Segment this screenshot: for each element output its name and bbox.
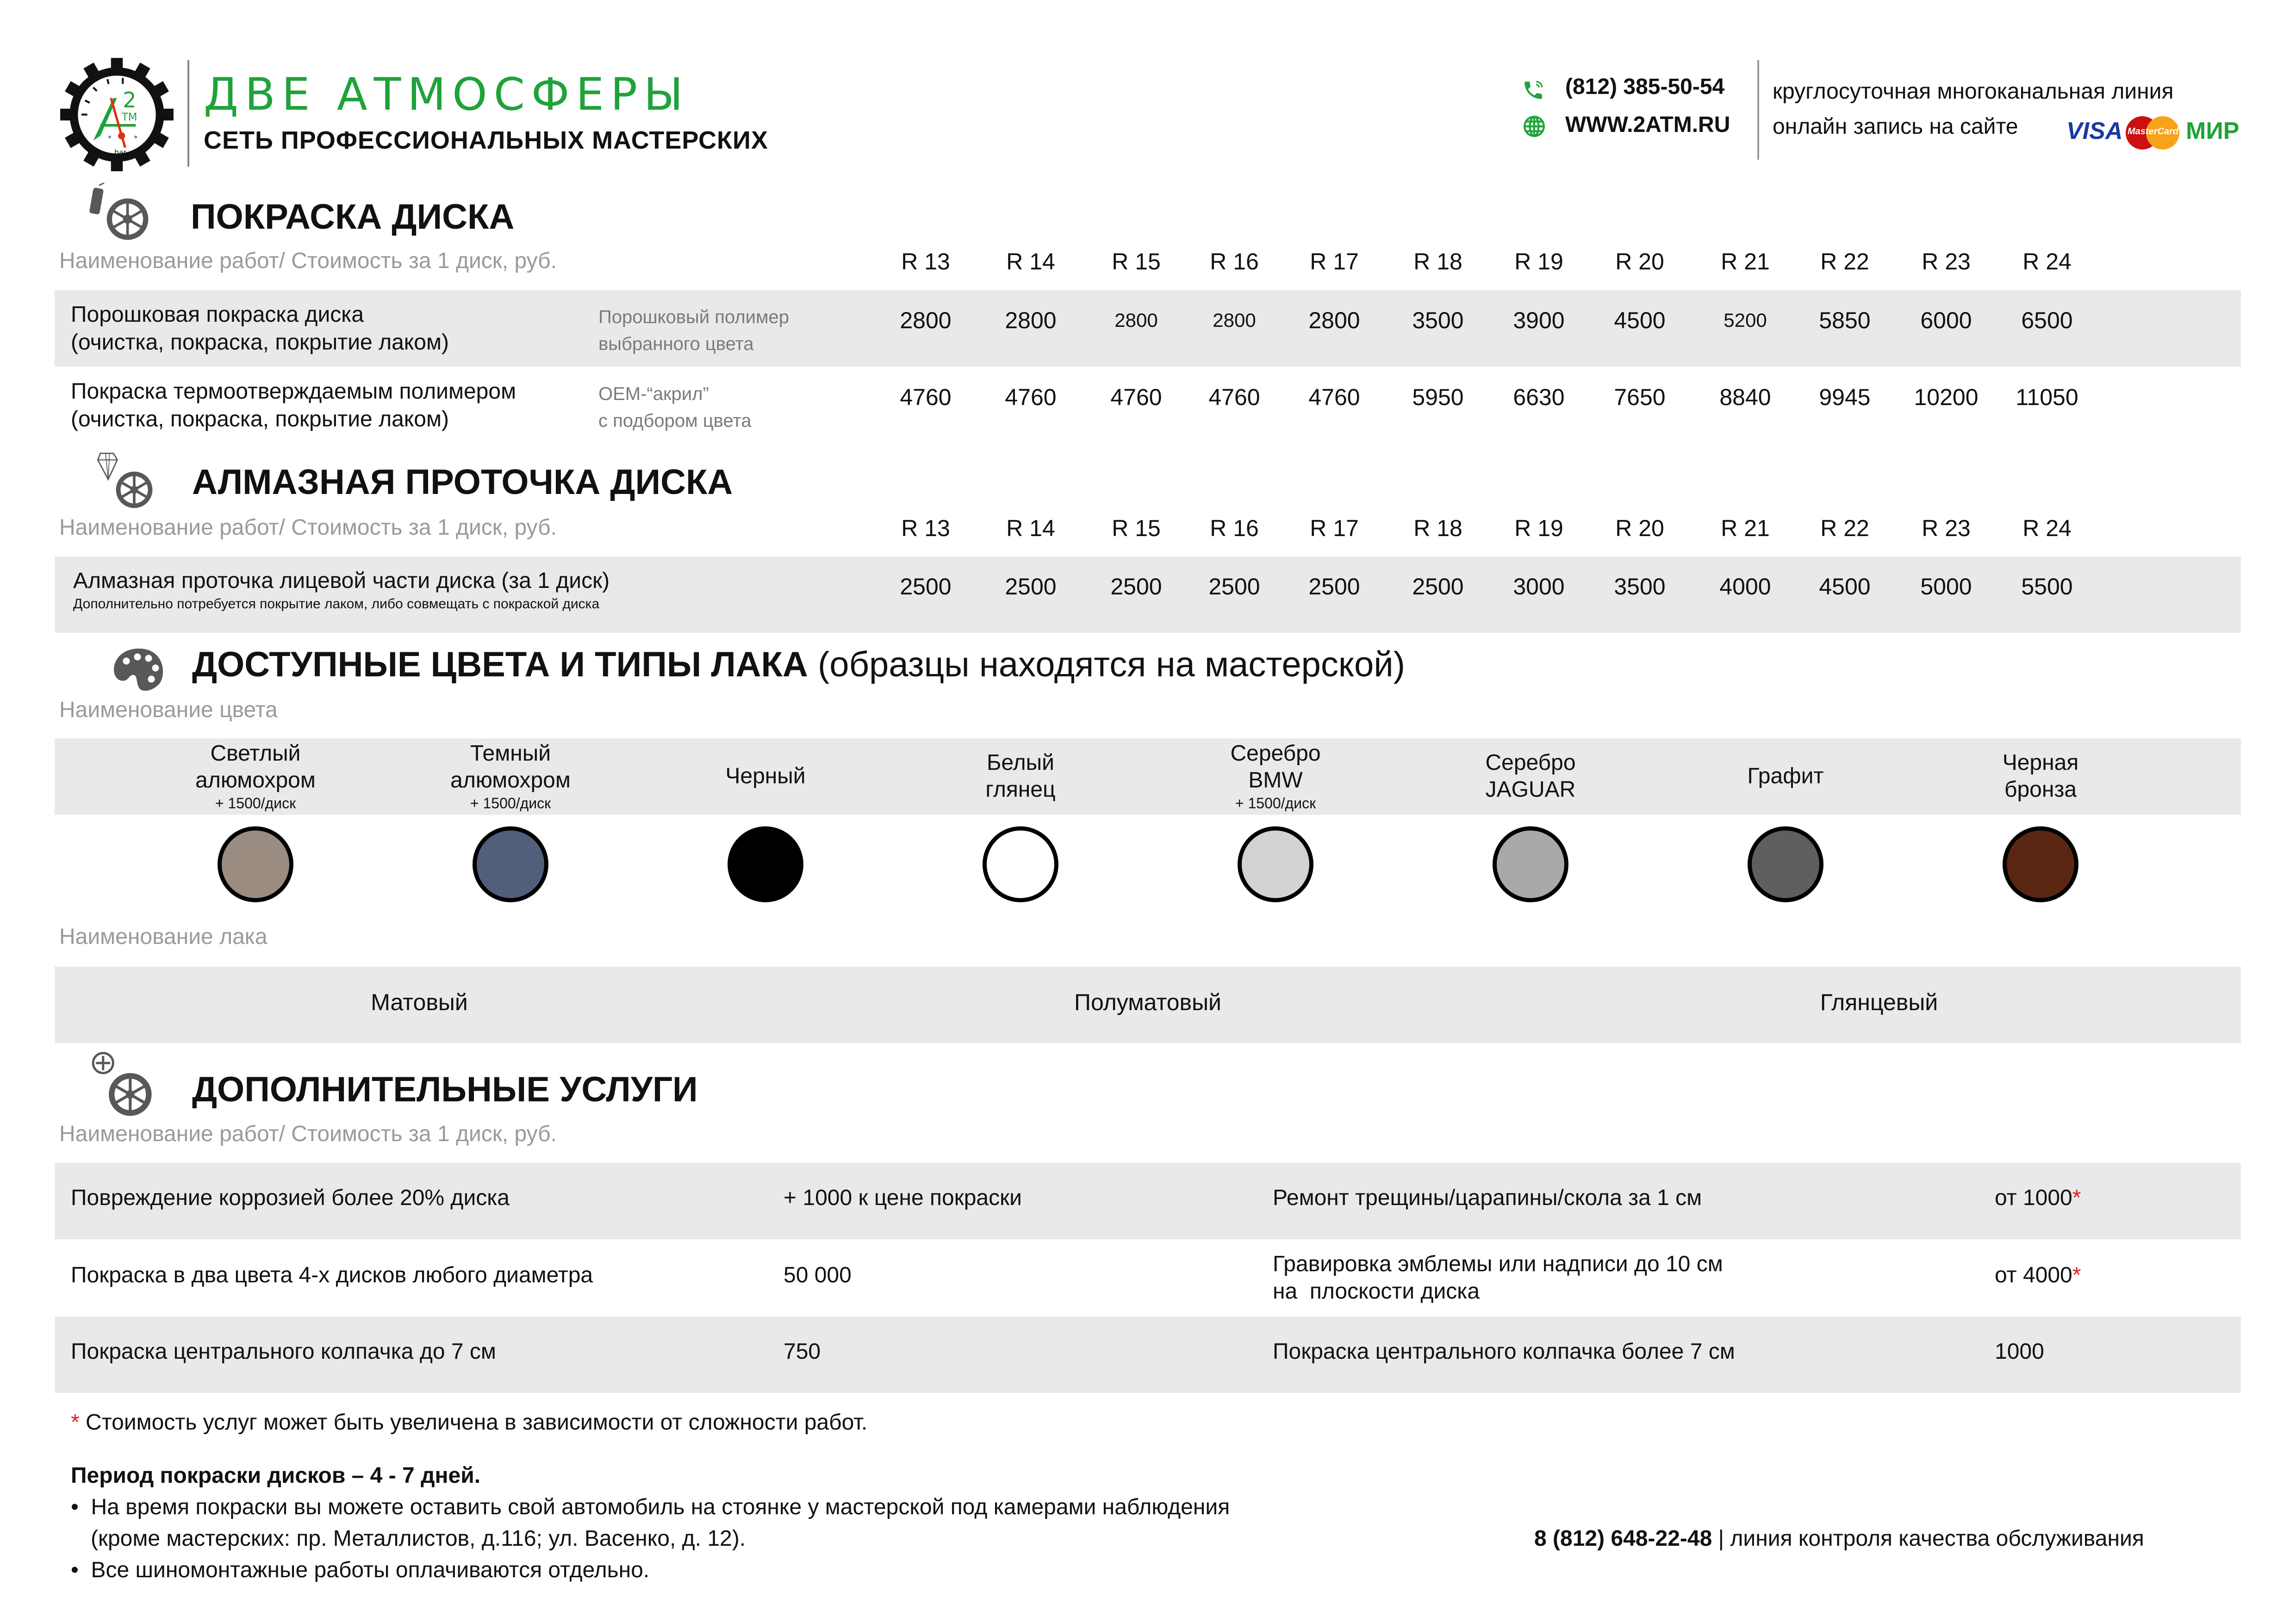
size-header: R 16 bbox=[1210, 249, 1259, 275]
lacquer-matte: Матовый bbox=[371, 989, 468, 1015]
row-name-detail: (очистка, покраска, покрытие лаком) bbox=[71, 407, 449, 431]
extra-service-name: Покраска центрального колпачка более 7 см bbox=[1273, 1339, 1735, 1364]
size-header: R 13 bbox=[901, 515, 950, 541]
color-names-band bbox=[55, 738, 2241, 815]
svg-text:2: 2 bbox=[123, 87, 137, 113]
brand-name: ДВЕ АТМОСФЕРЫ bbox=[204, 69, 690, 120]
size-header: R 20 bbox=[1615, 515, 1664, 541]
row-subnote: Дополнительно потребуется покрытие лаком, либо совмещать с покраской диска bbox=[73, 596, 600, 612]
color-swatch bbox=[728, 826, 803, 902]
color-swatch bbox=[1748, 826, 1823, 902]
price-cell: 2500 bbox=[1308, 574, 1360, 600]
price-cell: 4500 bbox=[1614, 307, 1666, 333]
row-name: Порошковая покраска диска bbox=[71, 302, 364, 327]
extra-service-price: 750 bbox=[784, 1339, 821, 1364]
color-swatch bbox=[218, 826, 293, 902]
section-title-colors-bold: ДОСТУПНЫЕ ЦВЕТА И ТИПЫ ЛАКА bbox=[192, 645, 808, 684]
price-cell: 2500 bbox=[1005, 574, 1057, 600]
section-title-diamond: АЛМАЗНАЯ ПРОТОЧКА ДИСКА bbox=[192, 462, 733, 502]
spray-wheel-icon bbox=[86, 183, 164, 248]
plus-wheel-icon bbox=[90, 1049, 176, 1120]
extra-service-price: 1000 bbox=[1995, 1339, 2044, 1364]
column-header-painting: Наименование работ/ Стоимость за 1 диск, руб. bbox=[59, 249, 557, 273]
mir-logo: МИР bbox=[2186, 118, 2240, 144]
payment-logos bbox=[2066, 113, 2242, 155]
footnote-asterisk: * bbox=[71, 1410, 80, 1435]
size-header: R 15 bbox=[1112, 515, 1161, 541]
extra-service-name: Покраска центрального колпачка до 7 см bbox=[71, 1339, 496, 1364]
size-header: R 14 bbox=[1006, 515, 1055, 541]
color-surcharge: + 1500/диск bbox=[1235, 794, 1316, 812]
lacquer-name-header: Наименование лака bbox=[59, 924, 268, 949]
gauge-gear-logo-icon bbox=[58, 56, 176, 174]
size-header: R 14 bbox=[1006, 249, 1055, 275]
row-name: Алмазная проточка лицевой части диска (за 1 диск) bbox=[73, 568, 610, 593]
price-cell: 2800 bbox=[1114, 309, 1158, 331]
price-cell: 4000 bbox=[1719, 574, 1771, 600]
section-title-painting: ПОКРАСКА ДИСКА bbox=[191, 197, 515, 237]
price-cell: 4760 bbox=[1005, 384, 1057, 410]
size-header: R 17 bbox=[1310, 515, 1359, 541]
column-header-extra: Наименование работ/ Стоимость за 1 диск, руб. bbox=[59, 1122, 557, 1146]
size-header: R 22 bbox=[1820, 249, 1869, 275]
size-header: R 13 bbox=[901, 249, 950, 275]
price-cell: 6000 bbox=[1920, 307, 1972, 333]
quality-line: 8 (812) 648-22-48 | линия контроля качества обслуживания bbox=[1534, 1526, 2144, 1551]
price-cell: 3900 bbox=[1513, 307, 1565, 333]
price-cell: 5850 bbox=[1819, 307, 1871, 333]
svg-text:bar: bar bbox=[114, 148, 126, 157]
price-cell: 5500 bbox=[2021, 574, 2073, 600]
price-cell: 10200 bbox=[1914, 384, 1979, 410]
visa-logo: VISA bbox=[2066, 118, 2123, 144]
logo-divider bbox=[187, 60, 189, 167]
color-name: Графит bbox=[1747, 764, 1824, 788]
website-link[interactable]: WWW.2ATM.RU bbox=[1565, 112, 1730, 137]
extra-service-name: Ремонт трещины/царапины/скола за 1 см bbox=[1273, 1186, 1702, 1210]
extra-service-name: Покраска в два цвета 4-х дисков любого диаметра bbox=[71, 1263, 593, 1287]
row-note-detail: выбранного цвета bbox=[598, 334, 754, 354]
price-cell: 2800 bbox=[900, 307, 952, 333]
size-header: R 18 bbox=[1413, 249, 1462, 275]
size-header: R 16 bbox=[1210, 515, 1259, 541]
color-name: Серебро BMW + 1500/диск bbox=[1178, 740, 1373, 812]
phone-number[interactable]: (812) 385-50-54 bbox=[1565, 75, 1725, 99]
price-cell: 3500 bbox=[1614, 574, 1666, 600]
size-header: R 24 bbox=[2022, 515, 2072, 541]
svg-text:TM: TM bbox=[121, 111, 137, 124]
section-title-extra: ДОПОЛНИТЕЛЬНЫЕ УСЛУГИ bbox=[192, 1070, 698, 1109]
price-cell: 8840 bbox=[1719, 384, 1771, 410]
row-name: Покраска термоотверждаемым полимером bbox=[71, 379, 516, 404]
color-surcharge: + 1500/диск bbox=[215, 794, 296, 812]
row-note: OEM-“акрил” bbox=[598, 384, 709, 404]
brand-tagline: СЕТЬ ПРОФЕССИОНАЛЬНЫХ МАСТЕРСКИХ bbox=[204, 126, 768, 154]
size-header: R 18 bbox=[1413, 515, 1462, 541]
price-cell: 4500 bbox=[1819, 574, 1871, 600]
size-header: R 15 bbox=[1112, 249, 1161, 275]
size-header: R 19 bbox=[1514, 249, 1563, 275]
price-cell: 2500 bbox=[1208, 574, 1260, 600]
bullet-parking-detail: (кроме мастерских: пр. Металлистов, д.116; ул. Васенко, д. 12). bbox=[91, 1526, 746, 1551]
contacts-divider bbox=[1757, 60, 1759, 160]
extra-service-price: 50 000 bbox=[784, 1263, 852, 1287]
price-cell: 6500 bbox=[2021, 307, 2073, 333]
color-name-header: Наименование цвета bbox=[59, 698, 278, 722]
logo bbox=[58, 56, 176, 174]
color-name: Темный алюмохром + 1500/диск bbox=[413, 740, 608, 812]
price-cell: 2800 bbox=[1213, 309, 1256, 331]
section-title-colors bbox=[192, 644, 1405, 685]
price-cell: 2800 bbox=[1308, 307, 1360, 333]
color-surcharge: + 1500/диск bbox=[470, 794, 551, 812]
extra-service-name-detail: на плоскости диска bbox=[1273, 1279, 1480, 1304]
palette-icon bbox=[111, 646, 167, 694]
row-note-detail: с подбором цвета bbox=[598, 411, 752, 431]
price-cell: 2500 bbox=[1110, 574, 1162, 600]
extra-service-name: Повреждение коррозией более 20% диска bbox=[71, 1186, 510, 1210]
size-header: R 24 bbox=[2022, 249, 2072, 275]
price-cell: 3500 bbox=[1412, 307, 1464, 333]
price-cell: 2500 bbox=[900, 574, 952, 600]
color-swatch bbox=[2003, 826, 2078, 902]
color-name: Белый глянец bbox=[985, 750, 1056, 802]
bullet-tire-service: • Все шиномонтажные работы оплачиваются отдельно. bbox=[71, 1558, 650, 1582]
price-cell: 7650 bbox=[1614, 384, 1666, 410]
size-header: R 21 bbox=[1721, 249, 1770, 275]
price-cell: 2500 bbox=[1412, 574, 1464, 600]
section-title-colors-note: (образцы находятся на мастерской) bbox=[817, 645, 1406, 684]
extra-service-price: от 1000* bbox=[1995, 1186, 2081, 1210]
size-header: R 19 bbox=[1514, 515, 1563, 541]
price-cell: 5000 bbox=[1920, 574, 1972, 600]
price-cell: 11050 bbox=[2016, 384, 2078, 410]
price-cell: 4760 bbox=[1308, 384, 1360, 410]
price-cell: 4760 bbox=[1110, 384, 1162, 410]
phone-icon bbox=[1522, 79, 1545, 102]
price-cell: 4760 bbox=[1208, 384, 1260, 410]
lacquer-gloss: Глянцевый bbox=[1820, 989, 1938, 1015]
lacquer-semi-matte: Полуматовый bbox=[1074, 989, 1221, 1015]
row-name-detail: (очистка, покраска, покрытие лаком) bbox=[71, 330, 449, 355]
size-header: R 21 bbox=[1721, 515, 1770, 541]
color-swatch bbox=[1493, 826, 1568, 902]
size-header: R 23 bbox=[1922, 249, 1971, 275]
price-cell: 4760 bbox=[900, 384, 952, 410]
price-cell: 5950 bbox=[1412, 384, 1464, 410]
price-cell: 2800 bbox=[1005, 307, 1057, 333]
quality-text: линия контроля качества обслуживания bbox=[1730, 1526, 2144, 1551]
size-header: R 20 bbox=[1615, 249, 1664, 275]
phone-note: круглосуточная многоканальная линия bbox=[1773, 79, 2174, 104]
diamond-wheel-icon bbox=[95, 448, 174, 511]
globe-icon bbox=[1523, 115, 1546, 138]
extra-service-price: + 1000 к цене покраски bbox=[784, 1186, 1022, 1210]
bullet-parking: • На время покраски вы можете оставить свой автомобиль на стоянке у мастерской под камерами наблюдения bbox=[71, 1495, 1230, 1519]
price-cell: 3000 bbox=[1513, 574, 1565, 600]
extra-service-price: от 4000* bbox=[1995, 1263, 2081, 1287]
color-swatch bbox=[1238, 826, 1313, 902]
painting-period: Период покраски дисков – 4 - 7 дней. bbox=[71, 1463, 481, 1488]
column-header-diamond: Наименование работ/ Стоимость за 1 диск, руб. bbox=[59, 515, 557, 540]
color-name: Серебро JAGUAR bbox=[1485, 750, 1576, 802]
extra-service-name: Гравировка эмблемы или надписи до 10 см bbox=[1273, 1252, 1723, 1276]
color-name: Светлый алюмохром + 1500/диск bbox=[158, 740, 353, 812]
color-name: Черная бронза bbox=[2002, 750, 2079, 802]
row-note: Порошковый полимер bbox=[598, 307, 789, 327]
web-note: онлайн запись на сайте bbox=[1773, 114, 2018, 139]
quality-phone[interactable]: 8 (812) 648-22-48 bbox=[1534, 1526, 1712, 1551]
footnote: * Стоимость услуг может быть увеличена в зависимости от сложности работ. bbox=[71, 1410, 868, 1435]
color-swatch bbox=[983, 826, 1058, 902]
size-header: R 23 bbox=[1922, 515, 1971, 541]
size-header: R 22 bbox=[1820, 515, 1869, 541]
asterisk-mark: * bbox=[2072, 1186, 2081, 1210]
mastercard-logo: MasterCard bbox=[2126, 113, 2181, 150]
price-cell: 5200 bbox=[1724, 309, 1767, 331]
asterisk-mark: * bbox=[2072, 1263, 2081, 1287]
color-swatch bbox=[473, 826, 548, 902]
price-cell: 6630 bbox=[1513, 384, 1565, 410]
color-name: Черный bbox=[725, 764, 806, 788]
price-cell: 9945 bbox=[1819, 384, 1871, 410]
size-header: R 17 bbox=[1310, 249, 1359, 275]
